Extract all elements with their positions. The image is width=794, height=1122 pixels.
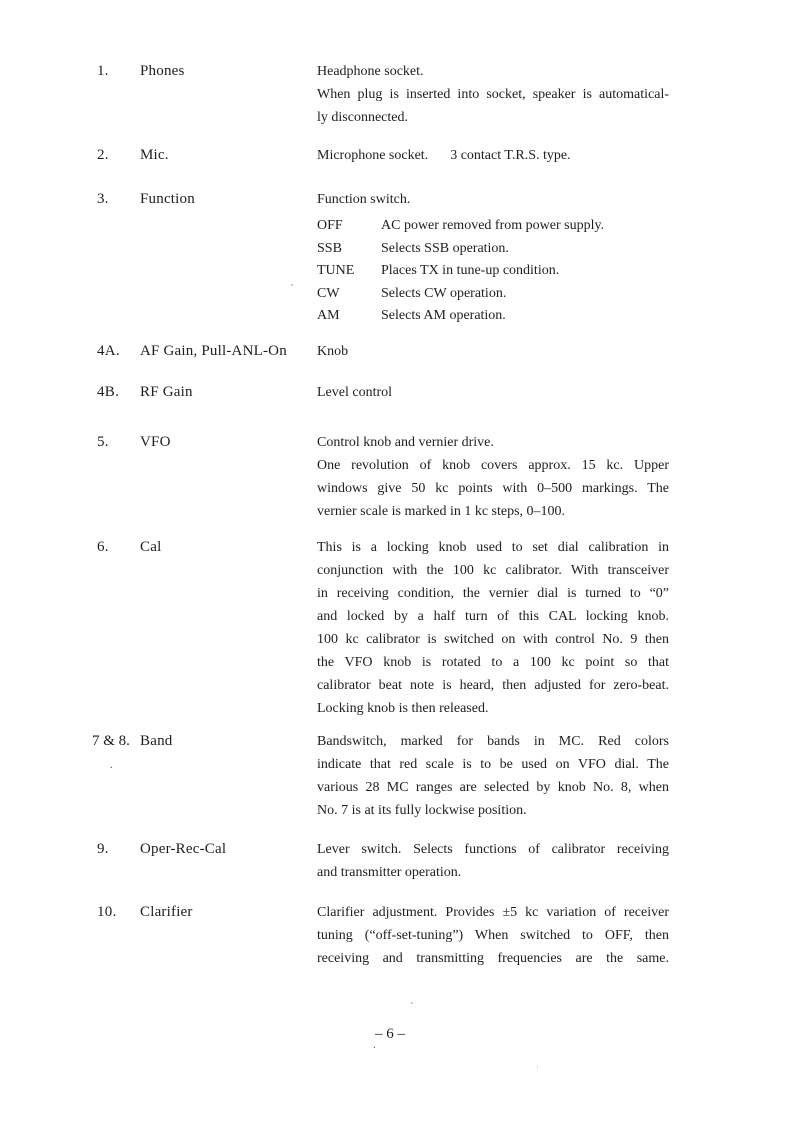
entry-number: 3. xyxy=(97,191,109,207)
desc-line: and transmitter operation. xyxy=(317,865,462,880)
entry-number: 4B. xyxy=(97,384,120,400)
desc-line: receiving and transmitting frequencies are the same. xyxy=(317,951,669,966)
scan-artifact: . xyxy=(110,759,113,771)
option-text: Selects AM operation. xyxy=(381,308,506,323)
desc-line: indicate that red scale is to be used on VFO dial. The xyxy=(317,757,669,772)
desc-line: windows give 50 kc points with 0–500 markings. The xyxy=(317,481,669,496)
desc-line: various 28 MC ranges are selected by knob No. 8, when xyxy=(317,780,669,795)
desc-line: tuning (“off-set-tuning”) When switched to OFF, then xyxy=(317,928,669,943)
desc-line: No. 7 is at its fully lockwise position. xyxy=(317,803,527,818)
scan-artifact: . xyxy=(373,1039,376,1051)
entry-description xyxy=(317,838,669,884)
desc-line xyxy=(317,144,669,167)
entry-description xyxy=(317,901,669,970)
entry-number: 4A. xyxy=(97,343,120,359)
entry-number: 1. xyxy=(97,63,109,79)
scan-artifact: ˋ xyxy=(410,1001,414,1013)
control-label: AF Gain, Pull-ANL-On xyxy=(140,343,287,359)
desc-line: One revolution of knob covers approx. 15 kc. Upper xyxy=(317,458,669,473)
entry-description xyxy=(317,381,669,404)
option-text: Selects CW operation. xyxy=(381,285,507,301)
option-text: Places TX in tune-up condition. xyxy=(381,263,560,278)
entry-number: 10. xyxy=(97,904,117,920)
control-label: Mic. xyxy=(140,147,169,163)
desc-line: vernier scale is marked in 1 kc steps, 0–100. xyxy=(317,504,566,519)
desc-line: Lever switch. Selects functions of calibrator receiving xyxy=(317,842,669,857)
entry-number: 7 & 8. xyxy=(92,733,130,749)
control-label: VFO xyxy=(140,434,171,450)
desc-line: Knob xyxy=(317,344,349,359)
desc-line: Locking knob is then released. xyxy=(317,701,489,716)
desc-line: 100 kc calibrator is switched on with control No. 9 then xyxy=(317,632,669,647)
entry-description xyxy=(317,536,669,720)
desc-line: Function switch. xyxy=(317,192,411,207)
option-key: SSB xyxy=(317,240,342,256)
desc-line: Control knob and vernier drive. xyxy=(317,435,494,450)
option-text: AC power removed from power supply. xyxy=(381,218,605,233)
entry-description xyxy=(317,431,669,523)
function-option xyxy=(317,238,669,261)
desc-line: conjunction with the 100 kc calibrator. With transceiver xyxy=(317,563,669,578)
entry-number: 2. xyxy=(97,147,109,163)
desc-line: Clarifier adjustment. Provides ±5 kc variation of receiver xyxy=(317,905,669,920)
scan-artifact: ˊ xyxy=(290,283,294,295)
control-label: Cal xyxy=(140,539,162,555)
desc-line: When plug is inserted into socket, speaker is automatical- xyxy=(317,87,669,102)
control-label: Oper-Rec-Cal xyxy=(140,841,227,857)
control-label: Band xyxy=(140,733,173,749)
entry-description xyxy=(317,730,669,822)
function-option xyxy=(317,260,669,283)
function-options-list xyxy=(317,215,669,328)
entry-number: 5. xyxy=(97,434,109,450)
entry-description xyxy=(317,60,669,129)
page-number: – 6 – xyxy=(375,1026,405,1042)
desc-line: calibrator beat note is heard, then adjusted for zero-beat. xyxy=(317,678,669,693)
desc-line: in receiving condition, the vernier dial is turned to “0” xyxy=(317,586,669,601)
desc-line: Headphone socket. xyxy=(317,64,424,79)
control-label: Function xyxy=(140,191,195,207)
desc-text-secondary: 3 contact T.R.S. type. xyxy=(450,148,571,163)
entry-description xyxy=(317,340,669,363)
control-label: Clarifier xyxy=(140,904,193,920)
function-option xyxy=(317,305,669,328)
entry-description xyxy=(317,188,669,328)
entry-description xyxy=(317,144,669,167)
desc-line: Bandswitch, marked for bands in MC. Red colors xyxy=(317,734,669,749)
desc-text: Microphone socket. xyxy=(317,148,429,163)
function-option xyxy=(317,215,669,238)
option-key: OFF xyxy=(317,218,343,233)
option-key: TUNE xyxy=(317,263,355,278)
entry-number: 6. xyxy=(97,539,109,555)
option-key: CW xyxy=(317,285,340,301)
option-key: AM xyxy=(317,308,340,323)
option-text: Selects SSB operation. xyxy=(381,240,509,256)
desc-line: and locked by a half turn of this CAL locking knob. xyxy=(317,609,669,624)
desc-line: the VFO knob is rotated to a 100 kc point so that xyxy=(317,655,669,670)
scan-artifact: · xyxy=(536,1062,539,1072)
function-option xyxy=(317,283,669,306)
control-label: RF Gain xyxy=(140,384,193,400)
control-label: Phones xyxy=(140,63,185,79)
desc-line: This is a locking knob used to set dial calibration in xyxy=(317,540,669,555)
entry-number: 9. xyxy=(97,841,109,857)
desc-line: ly disconnected. xyxy=(317,110,408,125)
desc-line: Level control xyxy=(317,385,393,400)
